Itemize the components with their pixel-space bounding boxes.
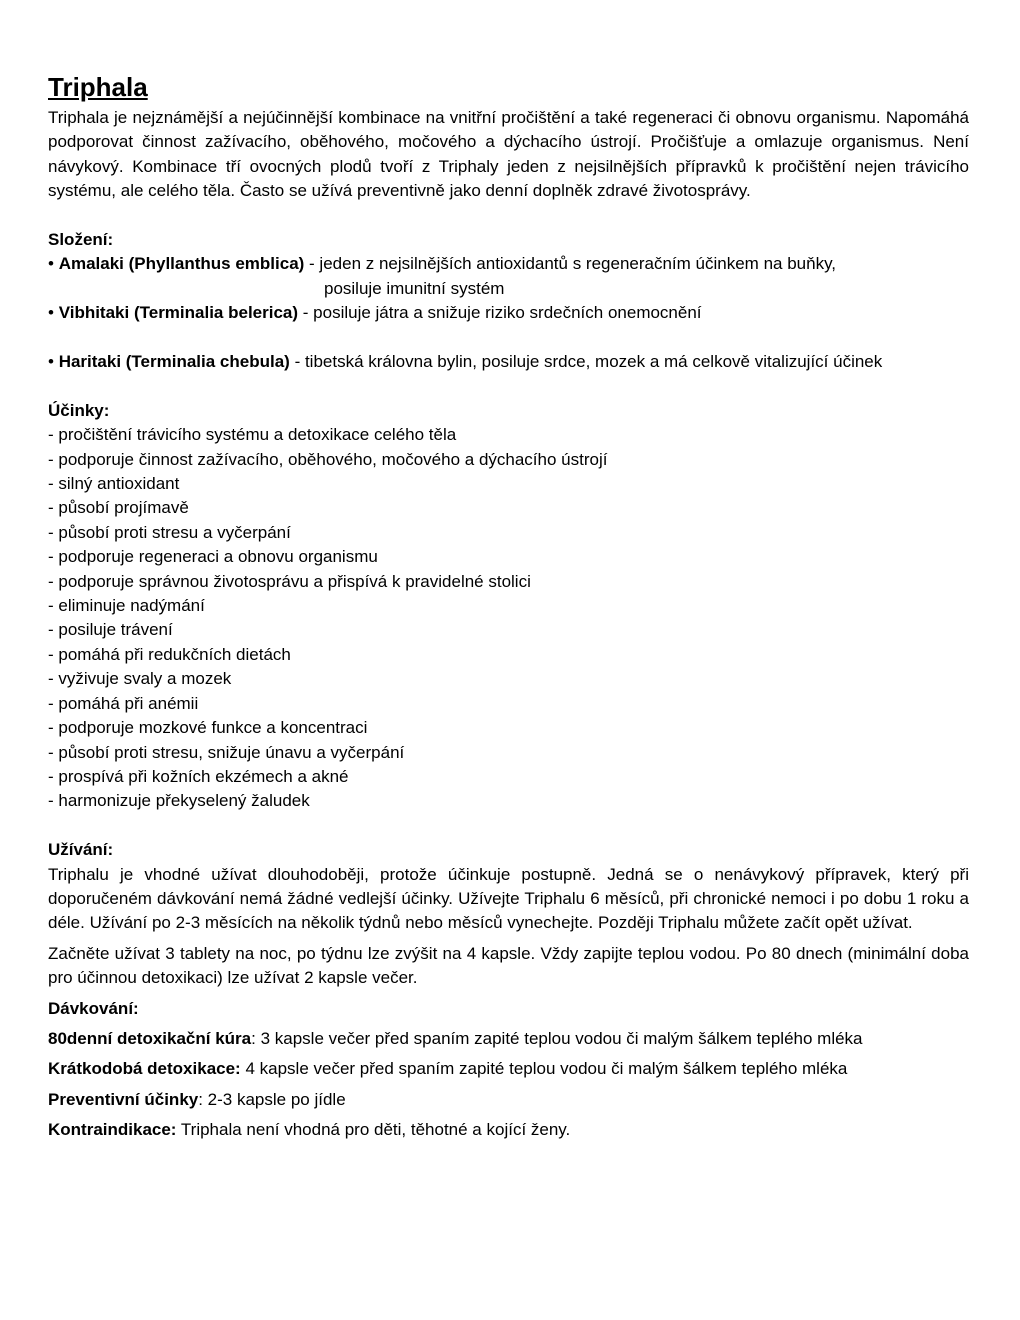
dosage-label: Krátkodobá detoxikace: [48,1059,241,1079]
list-item: - pročištění trávicího systému a detoxikace celého těla [48,425,457,445]
document-content [48,68,969,1143]
dosage-label: 80denní detoxikační kúra [48,1028,252,1048]
ingredient-desc: - posiluje játra a snižuje riziko srdečních onemocnění [298,303,702,323]
list-item: - působí proti stresu a vyčerpání [48,522,291,542]
dosage-preventivni [48,1088,969,1112]
list-item: - podporuje mozkové funkce a koncentraci [48,718,368,738]
list-item: - podporuje regeneraci a obnovu organismu [48,547,378,567]
ingredient-name: Amalaki (Phyllanthus emblica) [58,254,305,274]
spacer [48,326,969,350]
list-item: - působí projímavě [48,498,189,518]
list-item: - podporuje správnou životosprávu a přispívá k pravidelné stolici [48,571,531,591]
contraindication-label: Kontraindikace: [48,1120,177,1140]
slozeni-heading: Složení: [48,230,114,250]
dosage-kratkodoba [48,1057,969,1081]
bullet: • [48,254,59,274]
usage-paragraph: Triphalu je vhodné užívat dlouhodoběji, protože účinkuje postupně. Jedná se o nenávykový přípravek, který při doporučeném dávkování nemá žádné vedlejší účinky. Užívejte Triphalu 6 měsíců, při chronické nemoci i po dobu 1 roku a déle. Užívání po 2-3 měsících na několik týdnů nebo měsíců vynechejte. Později Triphalu můžete začít opět užívat. [48,864,969,933]
list-item: - posiluje trávení [48,620,173,640]
spacer [48,204,969,228]
list-item: - prospívá při kožních ekzémech a akné [48,766,349,786]
list-item: - působí proti stresu, snižuje únavu a vyčerpání [48,742,405,762]
ingredient-name: Vibhitaki (Terminalia belerica) [58,303,299,323]
list-item: - harmonizuje překyselený žaludek [48,791,310,811]
davkovani-heading: Dávkování: [48,998,139,1018]
uzivani-heading: Užívání: [48,840,114,860]
list-item: - eliminuje nadýmání [48,596,205,616]
ingredient-haritaki [48,350,969,374]
dosage-text: : 2-3 kapsle po jídle [198,1089,346,1109]
effects-list [48,423,969,814]
ingredient-amalaki [48,252,969,301]
list-item: - pomáhá při anémii [48,693,199,713]
ingredient-name: Haritaki (Terminalia chebula) [58,352,290,372]
bullet: • [48,303,59,323]
list-item: - podporuje činnost zažívacího, oběhového, močového a dýchacího ústrojí [48,449,608,469]
spacer [48,814,969,838]
page-title: Triphala [48,72,148,102]
list-item: - pomáhá při redukčních dietách [48,644,291,664]
dosage-text: : 3 kapsle večer před spaním zapité teplou vodou či malým šálkem teplého mléka [251,1028,863,1048]
contraindication [48,1118,969,1142]
ingredient-desc-continued: posiluje imunitní systém [324,278,505,298]
ingredient-vibhitaki [48,301,969,325]
list-item: - vyživuje svaly a mozek [48,669,232,689]
ucinky-heading: Účinky: [48,400,110,420]
spacer [48,374,969,398]
contraindication-text: Triphala není vhodná pro děti, těhotné a kojící ženy. [176,1120,571,1140]
ingredient-desc: - jeden z nejsilnějších antioxidantů s regeneračním účinkem na buňky, [304,254,837,274]
dosage-label: Preventivní účinky [48,1089,199,1109]
ingredient-desc: - tibetská královna bylin, posiluje srdce, mozek a má celkově vitalizující účinek [289,352,883,372]
intro-paragraph: Triphala je nejznámější a nejúčinnější kombinace na vnitřní pročištění a také regeneraci či obnovu organismu. Napomáhá podporovat činnost zažívacího, oběhového, močového a dýchacího ústrojí. Pročišťuje a omlazuje organismus. Není návykový. Kombinace tří ovocných plodů tvoří z Triphaly jeden z nejsilnějších přípravků k pročištění nejen trávicího systému, ale celého těla. Často se užívá preventivně jako denní doplněk zdravé životosprávy. [48,108,969,201]
bullet: • [48,352,59,372]
dosage-text: 4 kapsle večer před spaním zapité teplou vodou či malým šálkem teplého mléka [240,1059,848,1079]
list-item: - silný antioxidant [48,474,180,494]
dosage-kura [48,1027,969,1051]
usage-paragraph-2: Začněte užívat 3 tablety na noc, po týdnu lze zvýšit na 4 kapsle. Vždy zapijte teplou vodou. Po 80 dnech (minimální doba pro účinnou detoxikaci) lze užívat 2 kapsle večer. [48,943,969,988]
